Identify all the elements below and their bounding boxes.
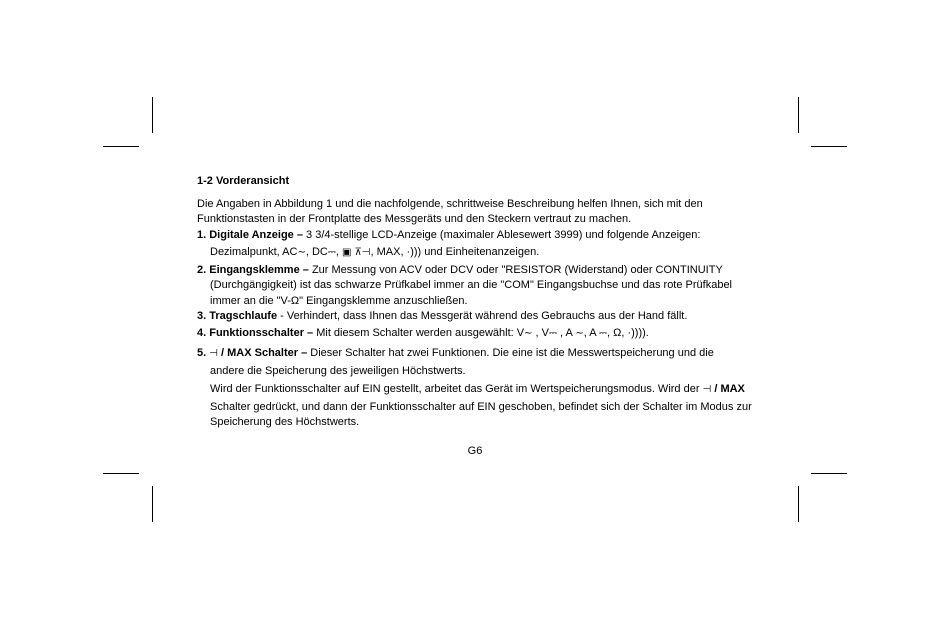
item-text: 3 3/4-stellige LCD-Anzeige (maximaler Ablesewert 3999) und folgende Anzeigen: xyxy=(302,228,701,241)
crop-mark xyxy=(152,97,153,133)
list-item-continuation: (Durchgängigkeit) ist das schwarze Prüfkabel immer an die "COM" Eingangsbuchse und das rote Prüfkabel xyxy=(210,279,733,291)
list-item-continuation: andere die Speicherung des jeweiligen Höchstwerts. xyxy=(210,364,466,377)
crop-mark xyxy=(811,146,847,147)
item-label: / MAX Schalter – xyxy=(217,347,308,359)
document-body xyxy=(197,174,757,431)
intro-paragraph: Die Angaben in Abbildung 1 und die nachfolgende, schrittweise Beschreibung helfen Ihnen, sich mit den Funktionstasten in der Frontplatte des Messgeräts und den Steckern vertraut zu machen. xyxy=(197,197,703,225)
item-text: , A xyxy=(583,326,600,339)
diode-icon: ⊣ xyxy=(702,384,712,395)
item-text: , V xyxy=(532,326,549,339)
dc-symbol-icon: ⎓ xyxy=(549,327,557,339)
dc-symbol-icon: ⎓ xyxy=(327,247,336,258)
list-item xyxy=(197,263,757,279)
list-item-continuation: Schalter gedrückt, und dann der Funktionsschalter auf EIN geschoben, befindet sich der Schalter im Modus zur xyxy=(210,400,752,413)
ac-wave-icon: ∼ xyxy=(297,247,306,258)
item-text: , Ω, ·)))). xyxy=(607,326,649,339)
section-heading: 1-2 Vorderansicht xyxy=(197,175,290,187)
list-item-continuation xyxy=(197,382,757,398)
item-text: , A xyxy=(556,326,576,339)
crop-mark xyxy=(152,486,153,522)
list-item xyxy=(197,346,757,362)
item-text: / MAX xyxy=(711,383,745,395)
page-number: G6 xyxy=(467,445,483,457)
item-text: Dezimalpunkt, AC xyxy=(210,246,298,258)
list-item-continuation xyxy=(197,245,757,261)
diode-icon: ⊣ xyxy=(361,247,371,258)
item-text: , MAX, ·))) und Einheitenanzeigen. xyxy=(370,246,540,258)
item-text: , DC xyxy=(305,246,328,258)
item-label: 5. xyxy=(197,347,210,359)
list-item xyxy=(197,326,757,342)
item-text: , xyxy=(335,246,342,258)
item-text: - Verhindert, dass Ihnen das Messgerät während des Gebrauchs aus der Hand fällt. xyxy=(277,310,688,322)
crop-mark xyxy=(811,473,847,474)
item-text: Mit diesem Schalter werden ausgewählt: V xyxy=(313,326,525,339)
item-label: 4. Funktionsschalter – xyxy=(197,326,314,339)
ac-wave-icon: ∼ xyxy=(575,327,584,339)
item-text: Dieser Schalter hat zwei Funktionen. Die eine ist die Messwertspeicherung und die xyxy=(307,347,714,359)
item-label: 3. Tragschlaufe xyxy=(197,310,278,322)
list-item xyxy=(197,309,757,325)
diode-icon: ⊣ xyxy=(209,348,218,359)
ac-wave-icon: ∼ xyxy=(524,327,533,339)
list-item xyxy=(197,228,757,244)
crop-mark xyxy=(798,486,799,522)
hold-icon: ⊼ xyxy=(354,247,362,258)
list-item-continuation: Speicherung des Höchstwerts. xyxy=(210,416,360,428)
item-text: Wird der Funktionsschalter auf EIN gestellt, arbeitet das Gerät im Wertspeicherungsmodus. Wird der xyxy=(210,383,703,395)
dc-symbol-icon: ⎓ xyxy=(599,327,608,339)
battery-icon: ▣ xyxy=(341,247,352,258)
crop-mark xyxy=(103,146,139,147)
item-label: 2. Eingangsklemme – xyxy=(197,263,309,276)
list-item-continuation: immer an die "V-Ω" Eingangsklemme anzuschließen. xyxy=(210,294,468,307)
crop-mark xyxy=(103,473,139,474)
item-text: Zur Messung von ACV oder DCV oder "RESISTOR (Widerstand) oder CONTINUITY xyxy=(308,263,723,276)
crop-mark xyxy=(798,97,799,133)
item-label: 1. Digitale Anzeige – xyxy=(197,228,303,241)
